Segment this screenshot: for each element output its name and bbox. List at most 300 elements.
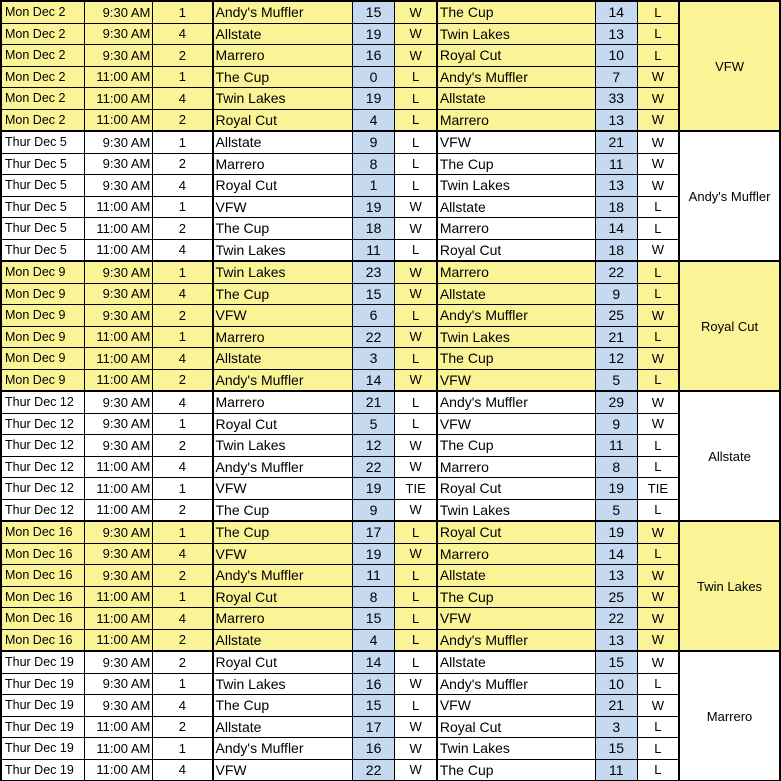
field-number-cell[interactable]: 1 [153,261,213,283]
away-score-cell[interactable]: 15 [595,738,637,760]
away-result-cell[interactable]: W [637,651,679,673]
home-team-cell[interactable]: Marrero [213,45,353,67]
game-time-cell[interactable]: 11:00 AM [85,109,153,131]
home-result-cell[interactable]: L [395,651,437,673]
home-result-cell[interactable]: L [395,109,437,131]
game-date-cell[interactable]: Mon Dec 9 [1,305,85,327]
game-date-cell[interactable]: Mon Dec 9 [1,369,85,391]
game-date-cell[interactable]: Mon Dec 2 [1,88,85,110]
away-team-cell[interactable]: Andy's Muffler [437,305,596,327]
away-result-cell[interactable]: W [637,695,679,717]
bye-team-cell[interactable]: Allstate [679,391,780,521]
home-team-cell[interactable]: The Cup [213,695,353,717]
away-result-cell[interactable]: L [637,759,679,781]
away-result-cell[interactable]: L [637,196,679,218]
home-team-cell[interactable]: Allstate [213,629,353,651]
away-team-cell[interactable]: Twin Lakes [437,499,596,521]
away-score-cell[interactable]: 25 [595,305,637,327]
home-score-cell[interactable]: 4 [352,629,395,651]
game-date-cell[interactable]: Thur Dec 5 [1,131,85,153]
field-number-cell[interactable]: 4 [153,456,213,478]
game-time-cell[interactable]: 9:30 AM [85,153,153,175]
home-team-cell[interactable]: VFW [213,305,353,327]
home-score-cell[interactable]: 15 [352,695,395,717]
away-score-cell[interactable]: 21 [595,695,637,717]
home-score-cell[interactable]: 11 [352,239,395,261]
game-date-cell[interactable]: Mon Dec 9 [1,261,85,283]
home-team-cell[interactable]: Andy's Muffler [213,369,353,391]
away-score-cell[interactable]: 13 [595,629,637,651]
game-date-cell[interactable]: Thur Dec 5 [1,239,85,261]
away-team-cell[interactable]: VFW [437,695,596,717]
away-score-cell[interactable]: 14 [595,218,637,240]
game-date-cell[interactable]: Thur Dec 5 [1,175,85,197]
away-result-cell[interactable]: W [637,305,679,327]
home-score-cell[interactable]: 15 [352,1,395,23]
away-result-cell[interactable]: L [637,369,679,391]
home-result-cell[interactable]: L [395,175,437,197]
home-score-cell[interactable]: 1 [352,175,395,197]
home-result-cell[interactable]: W [395,326,437,348]
home-result-cell[interactable]: W [395,716,437,738]
away-score-cell[interactable]: 22 [595,608,637,630]
away-score-cell[interactable]: 9 [595,283,637,305]
game-date-cell[interactable]: Thur Dec 12 [1,391,85,413]
game-date-cell[interactable]: Mon Dec 9 [1,326,85,348]
game-time-cell[interactable]: 11:00 AM [85,348,153,370]
away-score-cell[interactable]: 9 [595,413,637,435]
away-result-cell[interactable]: L [637,499,679,521]
field-number-cell[interactable]: 1 [153,521,213,543]
game-time-cell[interactable]: 11:00 AM [85,608,153,630]
home-result-cell[interactable]: W [395,1,437,23]
home-result-cell[interactable]: L [395,153,437,175]
away-team-cell[interactable]: VFW [437,131,596,153]
home-result-cell[interactable]: W [395,499,437,521]
home-score-cell[interactable]: 21 [352,391,395,413]
field-number-cell[interactable]: 1 [153,326,213,348]
home-result-cell[interactable]: W [395,23,437,45]
away-team-cell[interactable]: Marrero [437,456,596,478]
home-score-cell[interactable]: 15 [352,283,395,305]
home-result-cell[interactable]: L [395,521,437,543]
home-result-cell[interactable]: W [395,543,437,565]
home-result-cell[interactable]: L [395,305,437,327]
home-result-cell[interactable]: W [395,759,437,781]
field-number-cell[interactable]: 4 [153,543,213,565]
home-result-cell[interactable]: W [395,738,437,760]
field-number-cell[interactable]: 4 [153,348,213,370]
home-team-cell[interactable]: VFW [213,196,353,218]
home-result-cell[interactable]: W [395,435,437,457]
home-team-cell[interactable]: Allstate [213,131,353,153]
home-score-cell[interactable]: 19 [352,196,395,218]
home-score-cell[interactable]: 12 [352,435,395,457]
game-time-cell[interactable]: 11:00 AM [85,326,153,348]
away-result-cell[interactable]: W [637,153,679,175]
home-score-cell[interactable]: 9 [352,499,395,521]
away-result-cell[interactable]: W [637,348,679,370]
home-team-cell[interactable]: VFW [213,759,353,781]
home-result-cell[interactable]: L [395,239,437,261]
game-date-cell[interactable]: Thur Dec 12 [1,456,85,478]
away-team-cell[interactable]: Andy's Muffler [437,629,596,651]
away-team-cell[interactable]: Allstate [437,565,596,587]
game-date-cell[interactable]: Mon Dec 16 [1,608,85,630]
home-score-cell[interactable]: 15 [352,608,395,630]
away-score-cell[interactable]: 29 [595,391,637,413]
away-result-cell[interactable]: W [637,88,679,110]
home-score-cell[interactable]: 17 [352,716,395,738]
home-score-cell[interactable]: 19 [352,23,395,45]
away-score-cell[interactable]: 13 [595,175,637,197]
game-date-cell[interactable]: Thur Dec 19 [1,716,85,738]
game-date-cell[interactable]: Mon Dec 9 [1,283,85,305]
away-team-cell[interactable]: Allstate [437,651,596,673]
home-score-cell[interactable]: 22 [352,326,395,348]
home-team-cell[interactable]: The Cup [213,218,353,240]
game-date-cell[interactable]: Thur Dec 5 [1,196,85,218]
home-team-cell[interactable]: Marrero [213,391,353,413]
away-result-cell[interactable]: W [637,109,679,131]
away-score-cell[interactable]: 8 [595,456,637,478]
away-team-cell[interactable]: VFW [437,413,596,435]
away-result-cell[interactable]: L [637,261,679,283]
field-number-cell[interactable]: 1 [153,673,213,695]
away-team-cell[interactable]: The Cup [437,348,596,370]
away-result-cell[interactable]: L [637,1,679,23]
away-score-cell[interactable]: 33 [595,88,637,110]
away-result-cell[interactable]: L [637,435,679,457]
home-score-cell[interactable]: 3 [352,348,395,370]
away-result-cell[interactable]: W [637,608,679,630]
away-result-cell[interactable]: W [637,413,679,435]
away-team-cell[interactable]: The Cup [437,435,596,457]
away-team-cell[interactable]: VFW [437,369,596,391]
away-score-cell[interactable]: 25 [595,586,637,608]
home-team-cell[interactable]: Twin Lakes [213,261,353,283]
away-score-cell[interactable]: 19 [595,478,637,500]
away-result-cell[interactable]: W [637,175,679,197]
game-date-cell[interactable]: Mon Dec 16 [1,521,85,543]
game-time-cell[interactable]: 11:00 AM [85,738,153,760]
field-number-cell[interactable]: 1 [153,131,213,153]
home-team-cell[interactable]: Royal Cut [213,586,353,608]
game-date-cell[interactable]: Thur Dec 5 [1,218,85,240]
away-result-cell[interactable]: L [637,283,679,305]
game-date-cell[interactable]: Mon Dec 2 [1,109,85,131]
game-date-cell[interactable]: Mon Dec 16 [1,543,85,565]
away-result-cell[interactable]: W [637,391,679,413]
home-result-cell[interactable]: L [395,565,437,587]
bye-team-cell[interactable]: Royal Cut [679,261,780,391]
game-time-cell[interactable]: 11:00 AM [85,88,153,110]
home-result-cell[interactable]: W [395,456,437,478]
home-score-cell[interactable]: 0 [352,66,395,88]
home-result-cell[interactable]: W [395,261,437,283]
field-number-cell[interactable]: 2 [153,499,213,521]
away-team-cell[interactable]: The Cup [437,759,596,781]
away-team-cell[interactable]: The Cup [437,1,596,23]
home-result-cell[interactable]: W [395,196,437,218]
game-date-cell[interactable]: Mon Dec 9 [1,348,85,370]
home-result-cell[interactable]: L [395,391,437,413]
home-score-cell[interactable]: 6 [352,305,395,327]
game-time-cell[interactable]: 9:30 AM [85,695,153,717]
game-time-cell[interactable]: 9:30 AM [85,175,153,197]
field-number-cell[interactable]: 2 [153,716,213,738]
home-team-cell[interactable]: Andy's Muffler [213,738,353,760]
away-score-cell[interactable]: 11 [595,435,637,457]
field-number-cell[interactable]: 1 [153,413,213,435]
home-score-cell[interactable]: 8 [352,586,395,608]
away-team-cell[interactable]: Allstate [437,283,596,305]
game-date-cell[interactable]: Thur Dec 12 [1,435,85,457]
home-score-cell[interactable]: 19 [352,543,395,565]
field-number-cell[interactable]: 1 [153,196,213,218]
away-result-cell[interactable]: L [637,543,679,565]
game-time-cell[interactable]: 11:00 AM [85,499,153,521]
field-number-cell[interactable]: 4 [153,759,213,781]
home-team-cell[interactable]: Twin Lakes [213,673,353,695]
away-team-cell[interactable]: Twin Lakes [437,738,596,760]
field-number-cell[interactable]: 4 [153,391,213,413]
home-team-cell[interactable]: The Cup [213,283,353,305]
away-result-cell[interactable]: L [637,23,679,45]
home-result-cell[interactable]: L [395,348,437,370]
home-team-cell[interactable]: Royal Cut [213,175,353,197]
away-team-cell[interactable]: Andy's Muffler [437,66,596,88]
away-result-cell[interactable]: W [637,66,679,88]
home-result-cell[interactable]: W [395,45,437,67]
field-number-cell[interactable]: 2 [153,45,213,67]
home-score-cell[interactable]: 22 [352,759,395,781]
home-result-cell[interactable]: W [395,218,437,240]
away-team-cell[interactable]: Allstate [437,196,596,218]
away-team-cell[interactable]: VFW [437,608,596,630]
home-score-cell[interactable]: 23 [352,261,395,283]
home-score-cell[interactable]: 8 [352,153,395,175]
home-result-cell[interactable]: TIE [395,478,437,500]
home-score-cell[interactable]: 18 [352,218,395,240]
away-score-cell[interactable]: 18 [595,196,637,218]
field-number-cell[interactable]: 2 [153,369,213,391]
away-result-cell[interactable]: W [637,521,679,543]
game-time-cell[interactable]: 9:30 AM [85,651,153,673]
field-number-cell[interactable]: 2 [153,629,213,651]
away-score-cell[interactable]: 11 [595,759,637,781]
home-score-cell[interactable]: 19 [352,88,395,110]
game-date-cell[interactable]: Thur Dec 19 [1,738,85,760]
field-number-cell[interactable]: 4 [153,88,213,110]
home-result-cell[interactable]: L [395,66,437,88]
home-team-cell[interactable]: Marrero [213,326,353,348]
bye-team-cell[interactable]: Marrero [679,651,780,781]
away-score-cell[interactable]: 15 [595,651,637,673]
home-result-cell[interactable]: L [395,608,437,630]
field-number-cell[interactable]: 4 [153,175,213,197]
away-score-cell[interactable]: 18 [595,239,637,261]
away-score-cell[interactable]: 14 [595,543,637,565]
game-time-cell[interactable]: 11:00 AM [85,456,153,478]
game-date-cell[interactable]: Mon Dec 16 [1,565,85,587]
home-team-cell[interactable]: VFW [213,543,353,565]
game-date-cell[interactable]: Thur Dec 12 [1,499,85,521]
away-result-cell[interactable]: L [637,456,679,478]
field-number-cell[interactable]: 4 [153,608,213,630]
home-score-cell[interactable]: 16 [352,738,395,760]
home-team-cell[interactable]: Marrero [213,608,353,630]
game-date-cell[interactable]: Mon Dec 16 [1,629,85,651]
away-result-cell[interactable]: L [637,673,679,695]
game-time-cell[interactable]: 9:30 AM [85,435,153,457]
away-score-cell[interactable]: 5 [595,369,637,391]
away-team-cell[interactable]: Twin Lakes [437,175,596,197]
home-team-cell[interactable]: Andy's Muffler [213,565,353,587]
away-result-cell[interactable]: L [637,716,679,738]
game-time-cell[interactable]: 11:00 AM [85,629,153,651]
away-team-cell[interactable]: The Cup [437,153,596,175]
home-score-cell[interactable]: 19 [352,478,395,500]
field-number-cell[interactable]: 2 [153,565,213,587]
away-result-cell[interactable]: L [637,738,679,760]
away-result-cell[interactable]: L [637,218,679,240]
away-score-cell[interactable]: 11 [595,153,637,175]
home-score-cell[interactable]: 16 [352,45,395,67]
game-time-cell[interactable]: 9:30 AM [85,673,153,695]
home-team-cell[interactable]: Royal Cut [213,651,353,673]
game-date-cell[interactable]: Thur Dec 12 [1,478,85,500]
home-result-cell[interactable]: W [395,283,437,305]
away-score-cell[interactable]: 13 [595,109,637,131]
home-team-cell[interactable]: The Cup [213,66,353,88]
game-time-cell[interactable]: 9:30 AM [85,565,153,587]
home-result-cell[interactable]: L [395,586,437,608]
home-score-cell[interactable]: 14 [352,651,395,673]
home-score-cell[interactable]: 9 [352,131,395,153]
home-result-cell[interactable]: L [395,131,437,153]
game-time-cell[interactable]: 9:30 AM [85,521,153,543]
game-time-cell[interactable]: 11:00 AM [85,586,153,608]
away-score-cell[interactable]: 14 [595,1,637,23]
field-number-cell[interactable]: 2 [153,651,213,673]
away-team-cell[interactable]: Twin Lakes [437,326,596,348]
away-result-cell[interactable]: W [637,629,679,651]
away-team-cell[interactable]: Marrero [437,543,596,565]
game-date-cell[interactable]: Thur Dec 19 [1,673,85,695]
field-number-cell[interactable]: 2 [153,305,213,327]
field-number-cell[interactable]: 2 [153,435,213,457]
away-team-cell[interactable]: Marrero [437,109,596,131]
bye-team-cell[interactable]: VFW [679,1,780,131]
away-team-cell[interactable]: Twin Lakes [437,23,596,45]
game-time-cell[interactable]: 11:00 AM [85,66,153,88]
bye-team-cell[interactable]: Twin Lakes [679,521,780,651]
bye-team-cell[interactable]: Andy's Muffler [679,131,780,261]
game-date-cell[interactable]: Mon Dec 2 [1,23,85,45]
away-score-cell[interactable]: 10 [595,673,637,695]
field-number-cell[interactable]: 4 [153,283,213,305]
away-score-cell[interactable]: 3 [595,716,637,738]
away-score-cell[interactable]: 7 [595,66,637,88]
field-number-cell[interactable]: 1 [153,738,213,760]
game-date-cell[interactable]: Mon Dec 16 [1,586,85,608]
field-number-cell[interactable]: 4 [153,23,213,45]
game-time-cell[interactable]: 9:30 AM [85,543,153,565]
away-team-cell[interactable]: Royal Cut [437,478,596,500]
home-team-cell[interactable]: The Cup [213,521,353,543]
away-team-cell[interactable]: Andy's Muffler [437,391,596,413]
field-number-cell[interactable]: 1 [153,1,213,23]
away-result-cell[interactable]: L [637,326,679,348]
home-result-cell[interactable]: W [395,369,437,391]
field-number-cell[interactable]: 2 [153,109,213,131]
home-score-cell[interactable]: 22 [352,456,395,478]
game-time-cell[interactable]: 11:00 AM [85,239,153,261]
away-score-cell[interactable]: 21 [595,326,637,348]
away-team-cell[interactable]: The Cup [437,586,596,608]
field-number-cell[interactable]: 1 [153,478,213,500]
game-time-cell[interactable]: 9:30 AM [85,131,153,153]
game-date-cell[interactable]: Thur Dec 19 [1,695,85,717]
game-time-cell[interactable]: 9:30 AM [85,413,153,435]
away-result-cell[interactable]: W [637,586,679,608]
game-date-cell[interactable]: Thur Dec 19 [1,759,85,781]
game-time-cell[interactable]: 11:00 AM [85,478,153,500]
game-time-cell[interactable]: 9:30 AM [85,261,153,283]
field-number-cell[interactable]: 1 [153,66,213,88]
home-team-cell[interactable]: The Cup [213,499,353,521]
game-time-cell[interactable]: 9:30 AM [85,283,153,305]
home-team-cell[interactable]: Allstate [213,23,353,45]
away-result-cell[interactable]: W [637,131,679,153]
home-result-cell[interactable]: W [395,673,437,695]
away-score-cell[interactable]: 12 [595,348,637,370]
home-team-cell[interactable]: Twin Lakes [213,88,353,110]
away-team-cell[interactable]: Andy's Muffler [437,673,596,695]
game-time-cell[interactable]: 9:30 AM [85,23,153,45]
away-team-cell[interactable]: Royal Cut [437,45,596,67]
away-score-cell[interactable]: 21 [595,131,637,153]
game-time-cell[interactable]: 9:30 AM [85,1,153,23]
field-number-cell[interactable]: 4 [153,695,213,717]
game-date-cell[interactable]: Thur Dec 5 [1,153,85,175]
away-result-cell[interactable]: L [637,45,679,67]
game-time-cell[interactable]: 9:30 AM [85,391,153,413]
home-team-cell[interactable]: Andy's Muffler [213,1,353,23]
field-number-cell[interactable]: 2 [153,218,213,240]
game-time-cell[interactable]: 11:00 AM [85,716,153,738]
game-time-cell[interactable]: 11:00 AM [85,759,153,781]
home-team-cell[interactable]: Allstate [213,716,353,738]
away-score-cell[interactable]: 5 [595,499,637,521]
away-score-cell[interactable]: 13 [595,23,637,45]
game-time-cell[interactable]: 11:00 AM [85,218,153,240]
away-team-cell[interactable]: Allstate [437,88,596,110]
game-date-cell[interactable]: Mon Dec 2 [1,1,85,23]
game-date-cell[interactable]: Mon Dec 2 [1,66,85,88]
field-number-cell[interactable]: 4 [153,239,213,261]
home-team-cell[interactable]: Allstate [213,348,353,370]
away-team-cell[interactable]: Marrero [437,218,596,240]
game-time-cell[interactable]: 11:00 AM [85,196,153,218]
away-team-cell[interactable]: Marrero [437,261,596,283]
away-team-cell[interactable]: Royal Cut [437,239,596,261]
home-result-cell[interactable]: L [395,629,437,651]
away-result-cell[interactable]: TIE [637,478,679,500]
home-team-cell[interactable]: Andy's Muffler [213,456,353,478]
game-time-cell[interactable]: 11:00 AM [85,369,153,391]
